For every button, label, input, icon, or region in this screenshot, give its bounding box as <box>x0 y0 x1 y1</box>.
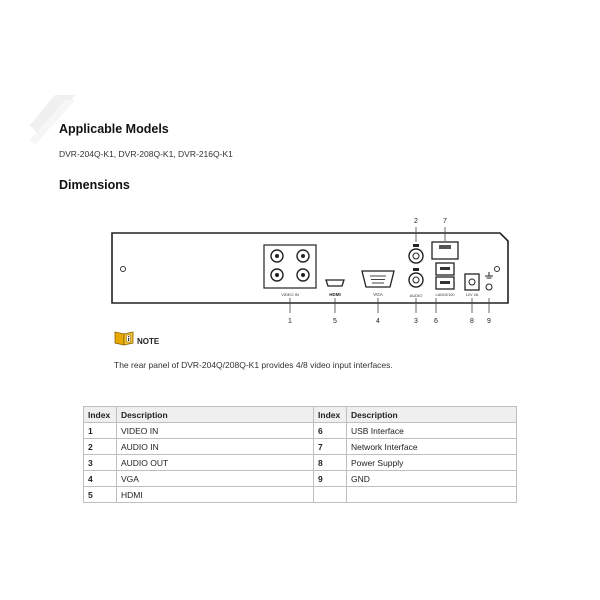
callout-3: 3 <box>414 318 418 325</box>
index-cell: 6 <box>314 423 347 439</box>
vga-label: VGA <box>373 292 383 297</box>
description-cell: Network Interface <box>346 439 516 455</box>
audio-in-marker <box>413 244 419 247</box>
description-cell: USB Interface <box>346 423 516 439</box>
header-description-right: Description <box>346 407 516 423</box>
callout-8: 8 <box>470 318 474 325</box>
table-row <box>84 439 517 455</box>
applicable-models-heading: Applicable Models <box>59 122 169 136</box>
description-cell: VIDEO IN <box>116 423 313 439</box>
table-header-row <box>84 407 517 423</box>
audio-out-marker <box>413 268 419 271</box>
description-cell: VGA <box>116 471 313 487</box>
callout-2: 2 <box>414 218 418 225</box>
description-cell: Power Supply <box>346 455 516 471</box>
power-label: 12V 2A <box>465 293 479 297</box>
index-cell: 8 <box>314 455 347 471</box>
callout-5: 5 <box>333 318 337 325</box>
index-cell: 5 <box>84 487 117 503</box>
header-index-right: Index <box>314 407 347 423</box>
index-cell: 3 <box>84 455 117 471</box>
dimensions-heading: Dimensions <box>59 178 130 192</box>
description-cell: GND <box>346 471 516 487</box>
header-index-left: Index <box>84 407 117 423</box>
index-cell: 1 <box>84 423 117 439</box>
description-cell: HDMI <box>116 487 313 503</box>
note-label: NOTE <box>137 337 160 346</box>
callout-4: 4 <box>376 318 380 325</box>
callout-9: 9 <box>487 318 491 325</box>
table-row <box>84 423 517 439</box>
note-text: The rear panel of DVR-204Q/208Q-K1 provides 4/8 video input interfaces. <box>114 360 393 370</box>
callout-7: 7 <box>443 218 447 225</box>
description-cell: AUDIO OUT <box>116 455 313 471</box>
video-in-connectors <box>264 245 316 288</box>
models-list: DVR-204Q-K1, DVR-208Q-K1, DVR-216Q-K1 <box>59 149 233 159</box>
table-row <box>84 455 517 471</box>
interfaces-table <box>83 406 517 503</box>
index-cell: 7 <box>314 439 347 455</box>
audio-label: AUDIO <box>409 293 423 298</box>
hdmi-label: HDMI <box>329 292 341 297</box>
description-cell: AUDIO IN <box>116 439 313 455</box>
lan-label: LAN10/100 <box>435 293 455 297</box>
header-description-left: Description <box>116 407 313 423</box>
callout-1: 1 <box>288 318 292 325</box>
index-cell: 2 <box>84 439 117 455</box>
index-cell <box>314 487 347 503</box>
note-book-icon <box>114 330 134 346</box>
callout-6: 6 <box>434 318 438 325</box>
table-row <box>84 487 517 503</box>
video-in-label: VIDEO IN <box>281 292 299 297</box>
table-row <box>84 471 517 487</box>
description-cell <box>346 487 516 503</box>
index-cell: 4 <box>84 471 117 487</box>
index-cell: 9 <box>314 471 347 487</box>
